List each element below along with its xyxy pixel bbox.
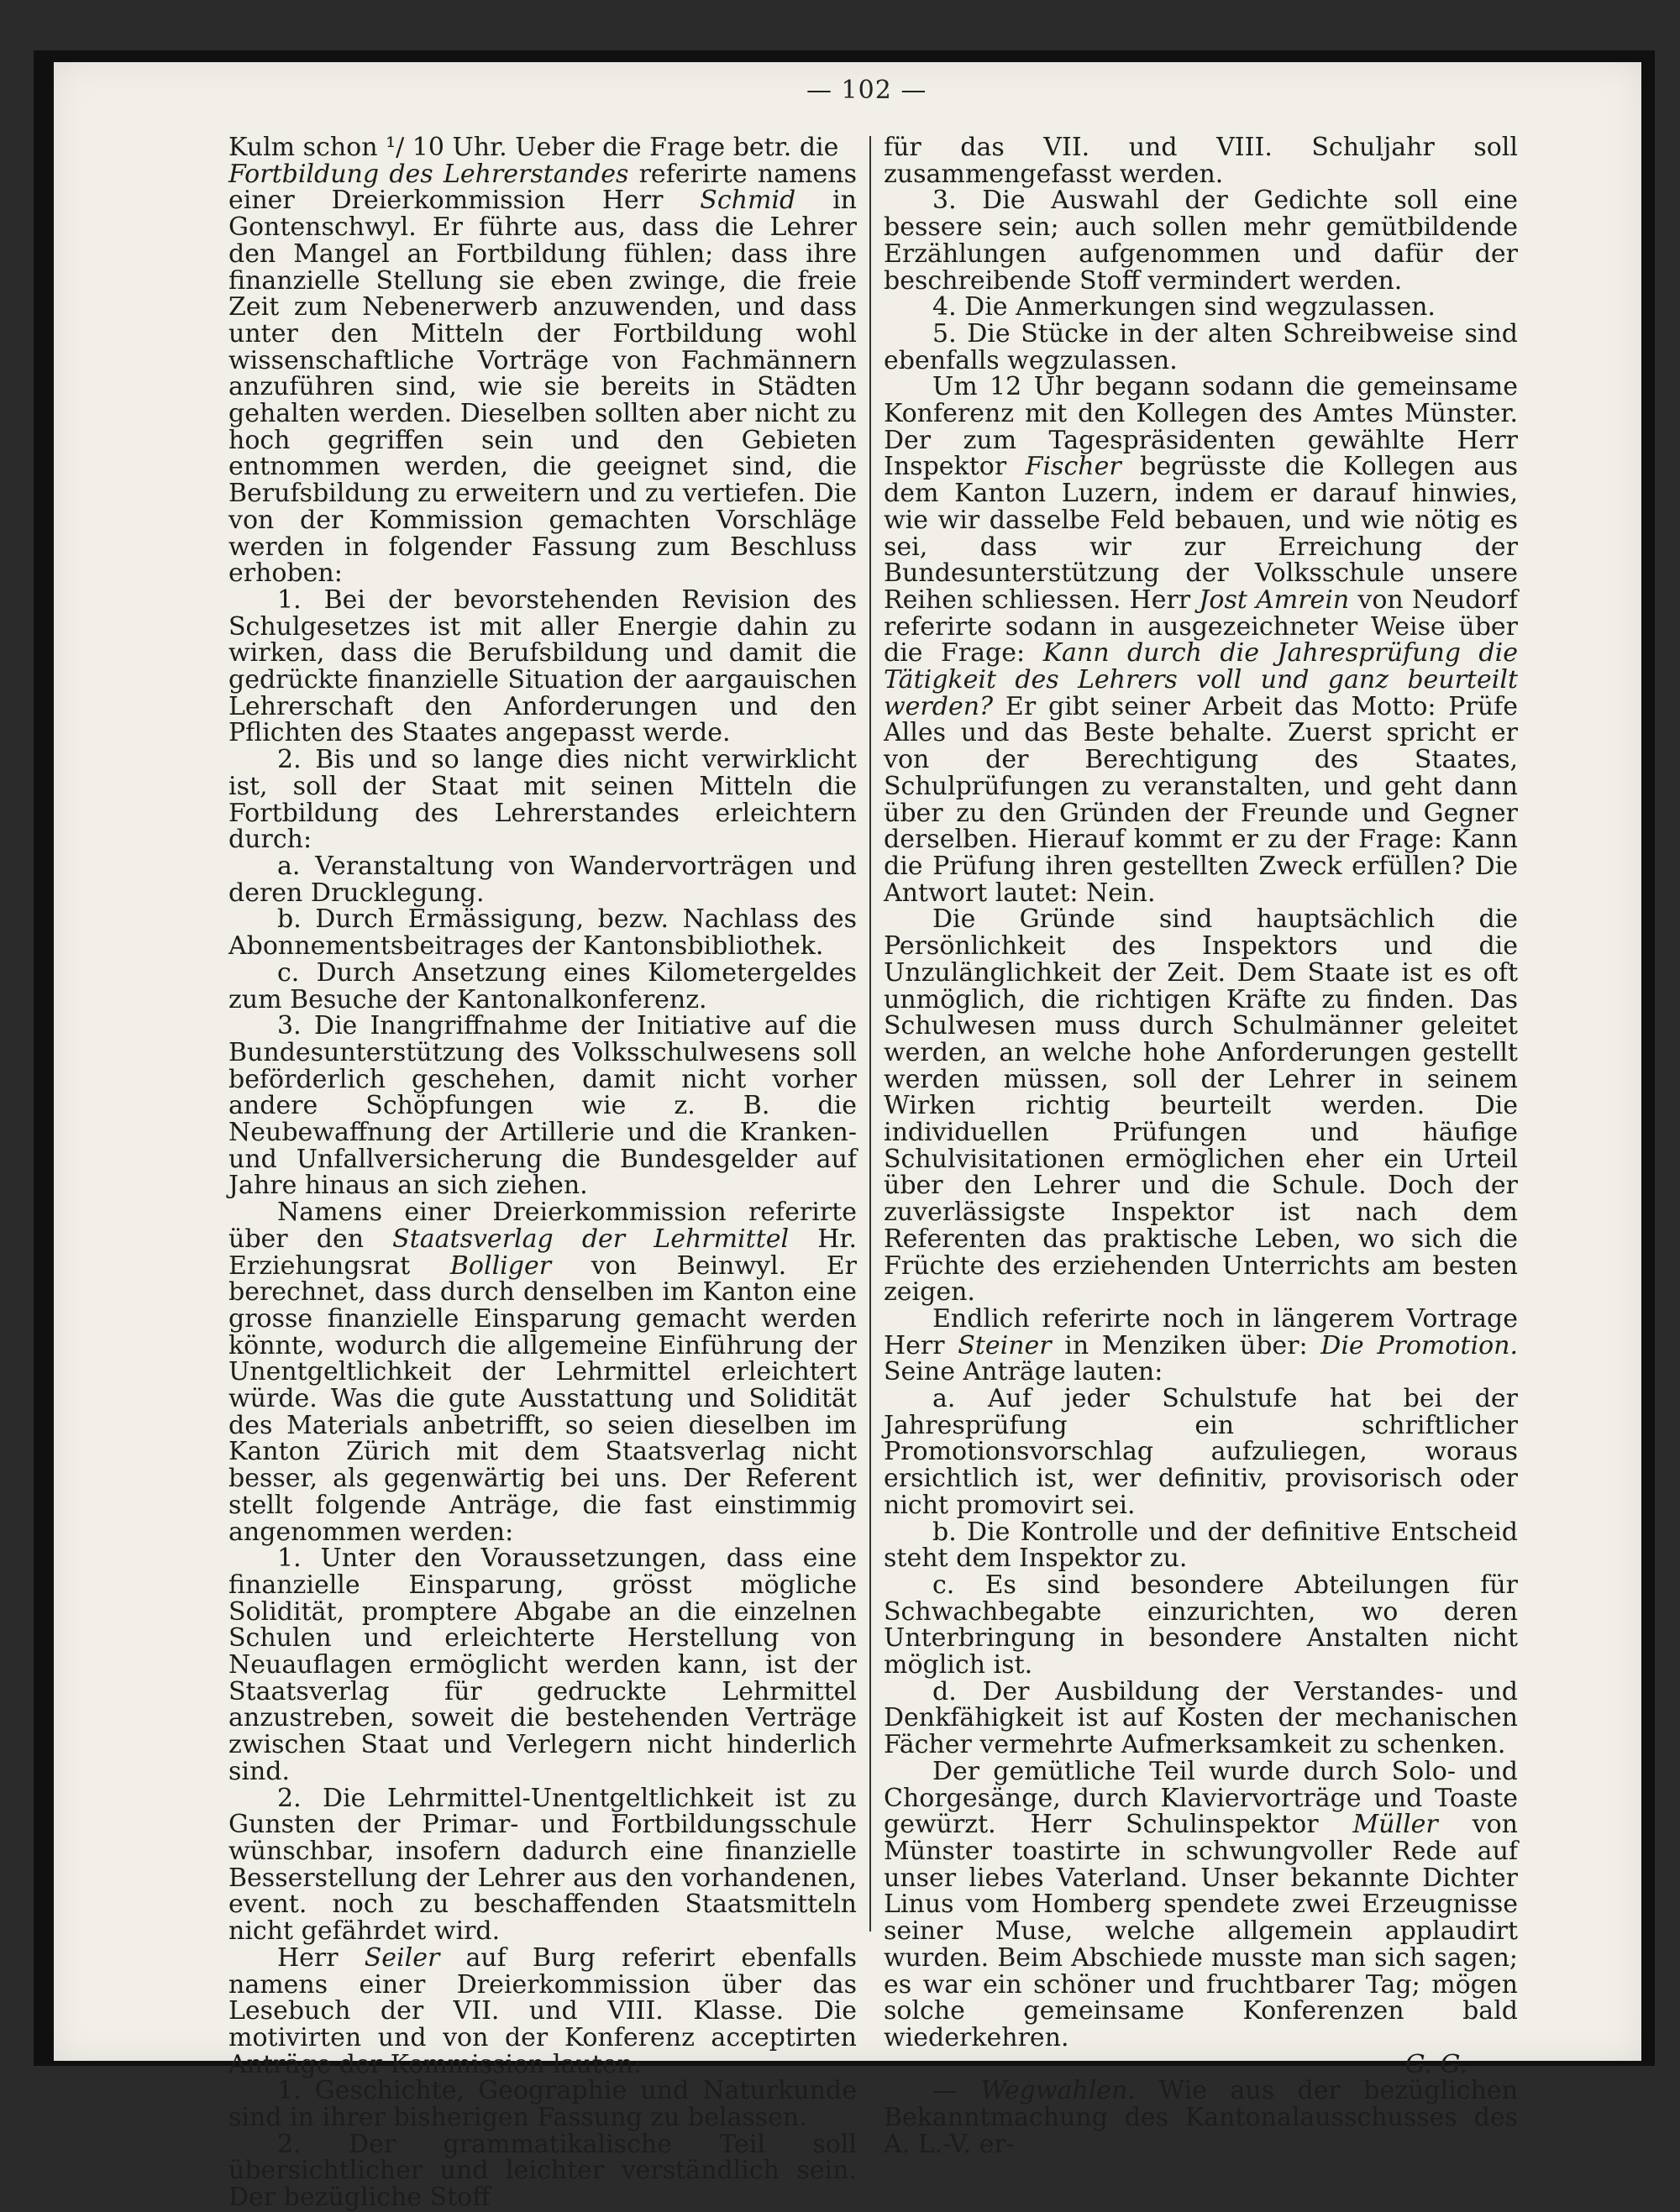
paragraph: 2. Bis und so lange dies nicht verwirklicht ist, soll der Staat mit seinen Mitteln die Fortbildung des Lehrerstandes erleichtern durch: <box>228 745 857 855</box>
text-run: Der gemütliche Teil wurde durch Solo- und Chorgesänge, durch Klaviervorträge und Toaste gewürzt. Herr Schulinspektor <box>884 1756 1518 1840</box>
paragraph <box>884 1756 1518 2052</box>
text-run: in Menziken über: <box>1051 1330 1321 1360</box>
paragraph: 1. Bei der bevorstehenden Revision des Schulgesetzes ist mit aller Energie dahin zu wirken, dass die Berufsbildung und damit die gedrückte finanzielle Situation der aargauischen Lehrerschaft den Anforderungen und den Pflichten des Staates angepasst werde. <box>228 584 857 748</box>
emphasized-text: Bolliger <box>449 1250 552 1281</box>
emphasized-text: Jost Amrein <box>1199 584 1350 615</box>
paragraph: 2. Die Lehrmittel-Unentgeltlichkeit ist zu Gunsten der Primar- und Fortbildungsschule wünschbar, insofern dadurch eine finanzielle Besserstellung der Lehrer aus den vorhandenen, event. noch zu beschaffenden Staatsmitteln nicht gefährdet wird. <box>228 1783 857 1947</box>
emphasized-text: Müller <box>1352 1810 1438 1840</box>
paragraph: 3. Die Inangriffnahme der Initiative auf die Bundesunterstützung des Volksschulwesens soll beförderlich geschehen, damit nicht vorher andere Schöpfungen wie z. B. die Neubewaffnung der Artillerie und die Kranken- und Unfallversicherung die Bundesgelder auf Jahre hinaus an sich ziehen. <box>228 1011 857 1201</box>
paragraph: 4. Die Anmerkungen sind wegzulassen. <box>932 292 1436 322</box>
emphasized-text: Staatsverlag der Lehrmittel <box>392 1224 790 1254</box>
left-column <box>228 134 857 2211</box>
paragraph: für das VII. und VIII. Schuljahr soll zusammengefasst werden. <box>884 133 1518 189</box>
paragraph <box>228 1942 857 2079</box>
emphasized-text: Kann durch die Jahresprüfung die Tätigkeit des Lehrers voll und ganz beurteilt werden? <box>884 638 1518 721</box>
paragraph <box>884 374 1518 906</box>
paragraph: b. Die Kontrolle und der definitive Entscheid steht dem Inspektor zu. <box>884 1517 1518 1574</box>
paragraph: Die Gründe sind hauptsächlich die Persönlichkeit des Inspektors und die Unzulänglichkeit der Zeit. Dem Staate ist es oft unmöglich, die richtigen Kräfte zu finden. Das Schulwesen muss durch Schulmänner geleitet werden, an welche hohe Anforderungen gestellt werden müssen, soll der Lehrer in seinem Wirken richtig beurteilt werden. Die individuellen Prüfungen und häufige Schulvisitationen ermöglichen eher ein Urteil über den Lehrer und die Schule. Doch der zuverlässigste Inspektor ist nach dem Referenten das praktische Leben, wo sich die Früchte des erziehenden Unterrichts am besten zeigen. <box>884 904 1518 1308</box>
text-run: Endlich referirte noch in längerem Vortrage Herr <box>884 1303 1518 1360</box>
text-run: Seine Anträge lauten: <box>884 1357 1163 1387</box>
emphasized-text: Schmid <box>700 186 796 216</box>
emphasized-text: Steiner <box>958 1330 1052 1360</box>
paragraph: Kulm schon ¹/ 10 Uhr. Ueber die Frage betr. die <box>228 133 839 162</box>
paragraph <box>228 161 857 587</box>
text-run: Herr <box>277 1942 365 1973</box>
signature: G. G. <box>1404 2049 1467 2079</box>
text-run: Wie aus der bezüglichen Bekanntmachung des Kantonalausschusses des A. L.-V. er- <box>884 2076 1518 2159</box>
paragraph: 1. Unter den Voraussetzungen, dass eine finanzielle Einsparung, grösst mögliche Solidität, promptere Abgabe an die einzelnen Schulen und erleichterte Herstellung von Neuauflagen ermöglicht werden kann, ist der Staatsverlag für gedruckte Lehrmittel anzustreben, soweit die bestehenden Verträge zwischen Staat und Verlegern nicht hinderlich sind. <box>228 1544 857 1786</box>
paragraph: a. Auf jeder Schulstufe hat bei der Jahresprüfung ein schriftlicher Promotionsvorschlag aufzuliegen, woraus ersichtlich ist, wer definitiv, provisorisch oder nicht promovirt sei. <box>884 1384 1518 1520</box>
text-run: in Gontenschwyl. Er führte aus, dass die Lehrer den Mangel an Fortbildung fühlen; dass ihre finanzielle Stellung sie eben zwinge, die freie Zeit zum Nebenerwerb anzuwenden, und dass unter den Mitteln der Fortbildung wohl wissenschaftliche Vorträge von Fachmännern anzuführen sind, wie sie bereits in Städten gehalten werden. Dieselben sollten aber nicht zu hoch gegriffen sein und den Gebieten entnommen werden, die geeignet sind, die Berufsbildung zu erweitern und zu vertiefen. Die von der Kommission gemachten Vorschläge werden in folgender Fassung zum Beschluss erhoben: <box>228 186 857 589</box>
paragraph: b. Durch Ermässigung, bezw. Nachlass des Abonnementsbeitrages der Kantonsbibliothek. <box>228 904 857 962</box>
column-divider <box>869 136 871 1932</box>
paragraph: d. Der Ausbildung der Verstandes- und Denkfähigkeit ist auf Kosten der mechanischen Fächer vermehrte Aufmerksamkeit zu schenken. <box>884 1676 1518 1760</box>
text-run: Er gibt seiner Arbeit das Motto: Prüfe Alles und das Beste behalte. Zuerst spricht er von der Berechtigung des Staates, Schulprüfungen zu veranstalten, und geht dann über zu den Gründen der Freunde und Gegner derselben. Hierauf kommt er zu der Frage: Kann die Prüfung ihren gestellten Zweck erfüllen? Die Antwort lautet: Nein. <box>884 691 1518 908</box>
text-run: begrüsste die Kollegen aus dem Kanton Luzern, indem er darauf hinwies, wie wir dasselbe Feld bebauen, und wie nötig es sei, dass wir zur Erreichung der Bundesunterstützung der Volksschule unsere Reihen schliessen. Herr <box>884 452 1518 615</box>
emphasized-text: Fortbildung des Lehrerstandes <box>228 159 629 189</box>
page-number: — 102 — <box>806 76 927 105</box>
text-run: auf Burg referirt ebenfalls namens einer Dreierkommission über das Lesebuch der VII. und VIII. Klasse. Die motivirten und von der Konferenz acceptirten Anträge der Kommission lauten: <box>228 1942 857 2079</box>
paragraph: 2. Der grammatikalische Teil soll übersichtlicher und leichter verständlich sein. Der bezügliche Stoff <box>228 2129 857 2212</box>
paragraph: c. Es sind besondere Abteilungen für Schwachbegabte einzurichten, wo deren Unterbringung in besondere Anstalten nicht möglich ist. <box>884 1570 1518 1680</box>
paragraph: 5. Die Stücke in der alten Schreibweise sind ebenfalls wegzulassen. <box>884 318 1518 375</box>
emphasized-text: Seiler <box>364 1942 440 1973</box>
emphasized-text: Die Promotion. <box>1320 1330 1518 1360</box>
paragraph <box>228 1199 857 1545</box>
text-run: Namens einer Dreierkommission referirte über den <box>228 1198 857 1254</box>
paragraph <box>884 1303 1518 1387</box>
text-run: Hr. Erziehungsrat <box>228 1224 857 1281</box>
paragraph: 3. Die Auswahl der Gedichte soll eine bessere sein; auch sollen mehr gemütbildende Erzählungen aufgenommen und dafür der beschreibende Stoff vermindert werden. <box>884 186 1518 296</box>
paragraph <box>884 2078 1518 2157</box>
text-run: von Neudorf referirte sodann in ausgezeichneter Weise über die Frage: <box>884 584 1518 668</box>
text-run: — <box>932 2076 981 2106</box>
text-run: Um 12 Uhr begann sodann die gemeinsame Konferenz mit den Kollegen des Amtes Münster. Der zum Tagespräsidenten gewählte Herr Inspektor <box>884 372 1518 482</box>
emphasized-text: Wegwahlen. <box>980 2076 1136 2106</box>
right-column <box>884 134 1518 2157</box>
text-run: referirte namens einer Dreierkommission Herr <box>228 159 857 216</box>
paragraph: a. Veranstaltung von Wandervorträgen und deren Drucklegung. <box>228 851 857 908</box>
paragraph: c. Durch Ansetzung eines Kilometergeldes zum Besuche der Kantonalkonferenz. <box>228 957 857 1014</box>
paragraph: 1. Geschichte, Geographie und Naturkunde sind in ihrer bisherigen Fassung zu belassen. <box>228 2076 857 2133</box>
emphasized-text: Fischer <box>1025 452 1121 482</box>
text-run: von Beinwyl. Er berechnet, dass durch denselben im Kanton eine grosse finanzielle Einsparung gemacht werden könnte, wodurch die allgemeine Einführung der Unentgeltlichkeit der Lehrmittel erleichtert würde. Was die gute Ausstattung und Solidität des Materials anbetrifft, so seien dieselben im Kanton Zürich mit dem Staatsverlag nicht besser, als gegenwärtig bei uns. Der Referent stellt folgende Anträge, die fast einstimmig angenommen werden: <box>228 1250 858 1547</box>
text-run: von Münster toastirte in schwungvoller Rede auf unser liebes Vaterland. Unser bekannte Dichter Linus vom Homberg spendete zwei Erzeugnisse seiner Muse, welche allgemein applaudirt wurden. Beim Abschiede musste man sich sagen; es war ein schöner und fruchtbarer Tag; mögen solche gemeinsame Konferenzen bald wiederkehren. <box>884 1810 1518 2052</box>
